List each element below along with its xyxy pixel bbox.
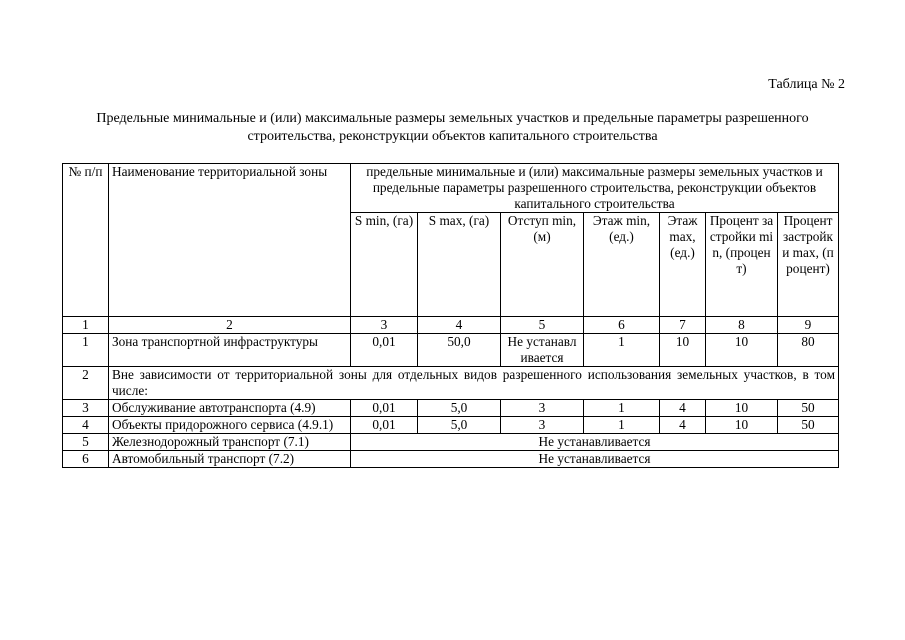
row-num: 4 xyxy=(63,417,109,434)
column-number: 5 xyxy=(501,317,584,334)
header-row xyxy=(63,164,839,213)
table-row xyxy=(63,434,839,451)
row-num: 3 xyxy=(63,400,109,417)
column-number: 7 xyxy=(660,317,706,334)
header-col: Отступ min, (м) xyxy=(501,213,584,317)
cell-value: 80 xyxy=(778,334,839,367)
cell-value: 0,01 xyxy=(351,417,418,434)
column-number: 1 xyxy=(63,317,109,334)
column-number: 9 xyxy=(778,317,839,334)
cell-value: 1 xyxy=(584,334,660,367)
zone-name: Обслуживание автотранспорта (4.9) xyxy=(109,400,351,417)
cell-value: 1 xyxy=(584,400,660,417)
cell-value: 50 xyxy=(778,417,839,434)
cell-value: Не устанавливается xyxy=(501,334,584,367)
cell-value: 10 xyxy=(706,334,778,367)
cell-value: 1 xyxy=(584,417,660,434)
table-row xyxy=(63,367,839,400)
header-group: предельные минимальные и (или) максимальные размеры земельных участков и предельные параметры разрешенного строительства, реконструкции объектов капитального строительства xyxy=(351,164,839,213)
row-num: 2 xyxy=(63,367,109,400)
merged-value: Не устанавливается xyxy=(351,451,839,468)
cell-value: 3 xyxy=(501,400,584,417)
table-row xyxy=(63,417,839,434)
column-number: 3 xyxy=(351,317,418,334)
column-number: 4 xyxy=(418,317,501,334)
header-col: S min, (га) xyxy=(351,213,418,317)
header-zone: Наименование территориальной зоны xyxy=(109,164,351,317)
cell-value: 50,0 xyxy=(418,334,501,367)
column-number: 2 xyxy=(109,317,351,334)
document-title: Предельные минимальные и (или) максимальные размеры земельных участков и предельные параметры разрешенного строительства, реконструкции объектов капитального строительства xyxy=(96,111,809,144)
cell-value: 10 xyxy=(660,334,706,367)
cell-value: 3 xyxy=(501,417,584,434)
table-row xyxy=(63,400,839,417)
zone-name: Зона транспортной инфраструктуры xyxy=(109,334,351,367)
table-label: Таблица № 2 xyxy=(768,77,845,92)
row-num: 1 xyxy=(63,334,109,367)
column-number: 6 xyxy=(584,317,660,334)
cell-value: 10 xyxy=(706,417,778,434)
table-row xyxy=(63,451,839,468)
column-number: 8 xyxy=(706,317,778,334)
group-description: Вне зависимости от территориальной зоны для отдельных видов разрешенного использования земельных участков, в том числе: xyxy=(109,367,839,400)
header-col: Процент застройки min, (процент) xyxy=(706,213,778,317)
column-number-row xyxy=(63,317,839,334)
cell-value: 50 xyxy=(778,400,839,417)
cell-value: 0,01 xyxy=(351,334,418,367)
cell-value: 10 xyxy=(706,400,778,417)
cell-value: 4 xyxy=(660,417,706,434)
merged-value: Не устанавливается xyxy=(351,434,839,451)
header-col: S max, (га) xyxy=(418,213,501,317)
header-num: № п/п xyxy=(63,164,109,317)
header-col: Этаж min, (ед.) xyxy=(584,213,660,317)
cell-value: 5,0 xyxy=(418,400,501,417)
cell-value: 0,01 xyxy=(351,400,418,417)
zone-name: Объекты придорожного сервиса (4.9.1) xyxy=(109,417,351,434)
header-col: Процент застройки max, (процент) xyxy=(778,213,839,317)
cell-value: 4 xyxy=(660,400,706,417)
zone-name: Автомобильный транспорт (7.2) xyxy=(109,451,351,468)
row-num: 6 xyxy=(63,451,109,468)
zone-name: Железнодорожный транспорт (7.1) xyxy=(109,434,351,451)
row-num: 5 xyxy=(63,434,109,451)
cell-value: 5,0 xyxy=(418,417,501,434)
parameters-table xyxy=(62,163,839,468)
header-col: Этаж max, (ед.) xyxy=(660,213,706,317)
table-row xyxy=(63,334,839,367)
